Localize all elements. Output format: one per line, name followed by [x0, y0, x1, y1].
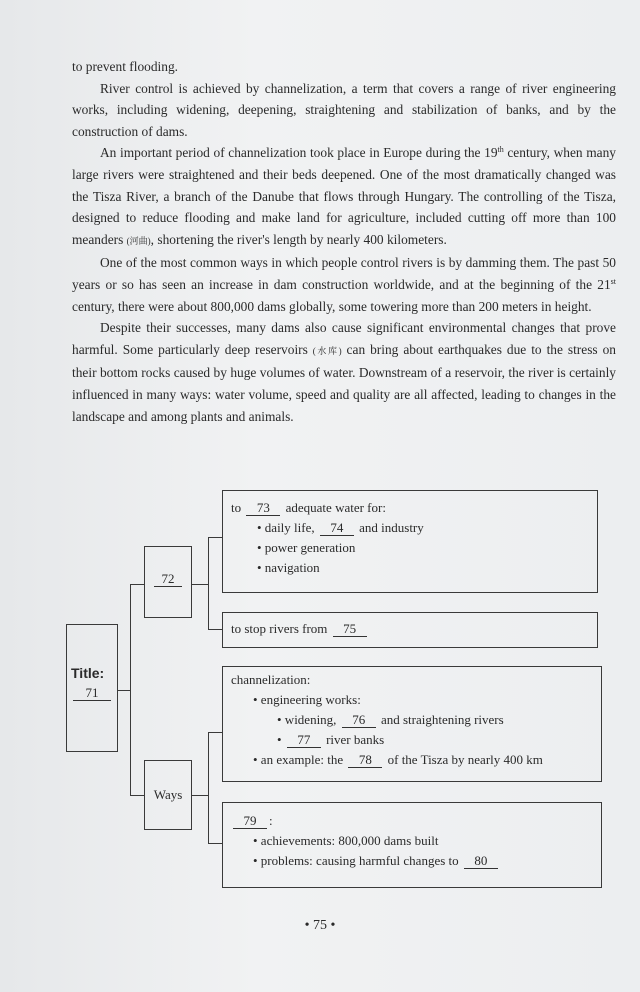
blank-76[interactable]: 76 — [342, 712, 376, 728]
box-dams: 79 : • achievements: 800,000 dams built • problems: causing harmful changes to 80 — [222, 802, 602, 888]
paragraph-0: to prevent flooding. — [72, 59, 178, 74]
box-channelization: channelization: • engineering works: • widening, 76 and straightening rivers • 77 river banks • an example: the 78 of the Tisza by nearly 400 km — [222, 666, 602, 782]
box-75: to stop rivers from 75 — [222, 612, 598, 648]
blank-72[interactable]: 72 — [154, 571, 182, 587]
blank-79[interactable]: 79 — [233, 813, 267, 829]
blank-71[interactable]: 71 — [73, 685, 111, 701]
paragraph-3: One of the most common ways in which people control rivers is by damming them. The past 50 years or so has seen an increase in dam construction worldwide, and at the beginning of the 21st century, there were about 800,000 dams globally, some towering more than 200 meters in height. — [72, 255, 616, 314]
blank-78[interactable]: 78 — [348, 752, 382, 768]
ways-box: Ways — [144, 760, 192, 830]
blank-80[interactable]: 80 — [464, 853, 498, 869]
chinese-gloss: (水库) — [312, 345, 342, 356]
paragraph-4: Despite their successes, many dams also cause significant environmental changes that prove harmful. Some particularly deep reservoirs (水库) can bring about earthquakes due to the stress on their bottom rocks caused by huge volumes of water. Downstream of a reservoir, the river is certainly influenced in many ways: water volume, speed and quality are all affected, leading to changes in the landscape and among plants and animals. — [72, 320, 616, 424]
box-73-74: to 73 adequate water for: • daily life, 74 and industry • power generation • navigation — [222, 490, 598, 593]
box-72 — [144, 546, 192, 618]
blank-75[interactable]: 75 — [333, 621, 367, 637]
page-number: • 75 • — [304, 918, 336, 933]
article-text — [72, 56, 616, 427]
title-box: Title: 71 — [66, 624, 118, 752]
blank-74[interactable]: 74 — [320, 520, 354, 536]
blank-73[interactable]: 73 — [246, 500, 280, 516]
paragraph-2: An important period of channelization took place in Europe during the 19th century, when many large rivers were straightened and their beds deepened. One of the most dramatically changed was the Tisza River, a branch of the Danube that flows through Hungary. The controlling of the Tisza, designed to reduce flooding and make land for agriculture, included cutting off more than 100 meanders (河曲), shortening the river's length by nearly 400 kilometers. — [72, 145, 616, 247]
blank-77[interactable]: 77 — [287, 732, 321, 748]
chinese-gloss: (河曲) — [126, 235, 151, 246]
paragraph-1: River control is achieved by channelization, a term that covers a range of river engineering works, including widening, deepening, straightening and stabilization of banks, and by the construction of dams. — [72, 80, 616, 139]
